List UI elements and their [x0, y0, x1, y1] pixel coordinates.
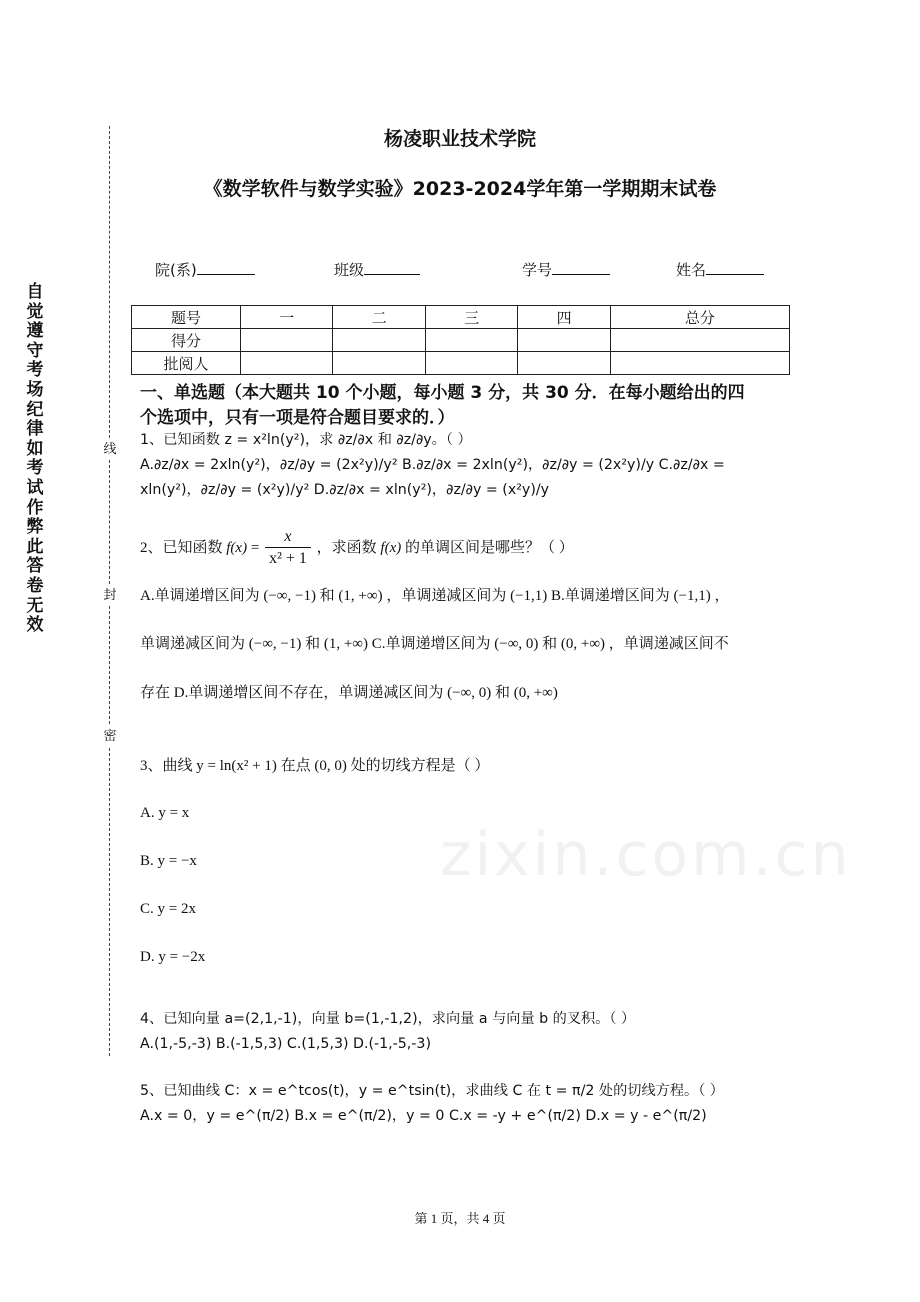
table-cell: 题号 — [132, 306, 241, 329]
score-cell[interactable] — [333, 329, 425, 352]
exam-title: 《数学软件与数学实验》2023-2024学年第一学期期末试卷 — [203, 178, 717, 200]
school-name: 杨凌职业技术学院 — [383, 128, 536, 150]
question-stem-suffix: 的单调区间是哪些？（ ） — [404, 539, 574, 556]
question-stem: 4、已知向量 a=(2,1,-1)，向量 b=(1,-1,2)，求向量 a 与向量 b 的叉积。（ ） — [140, 1011, 636, 1027]
question-options: A.x = 0，y = e^(π/2) B.x = e^(π/2)，y = 0 C.x = -y + e^(π/2) D.x = y - e^(π/2) — [140, 1108, 707, 1124]
name-field — [676, 259, 764, 280]
seal-mark-secret: 密 — [103, 729, 117, 744]
seal-dashed-line — [109, 460, 110, 584]
question-5 — [140, 1079, 800, 1129]
question-options: A.∂z/∂x = 2xln(y²)，∂z/∂y = (2x²y)/y² B.∂z/∂x = 2xln(y²)，∂z/∂y = (2x²y)/y C.∂z/∂x = — [140, 457, 725, 473]
question-options: A.(1,-5,-3) B.(-1,5,3) C.(1,5,3) D.(-1,-5,-3) — [140, 1036, 431, 1052]
department-blank[interactable] — [197, 260, 255, 275]
score-table — [131, 305, 790, 375]
page-footer: 第 1 页，共 4 页 — [414, 1211, 506, 1226]
table-row — [132, 306, 790, 329]
seal-dashed-line — [109, 748, 110, 1056]
question-options: xln(y²)，∂z/∂y = (x²y)/y² D.∂z/∂x = xln(y²)，∂z/∂y = (x²y)/y — [140, 482, 550, 498]
student-id-field — [522, 259, 610, 280]
seal-dashed-line — [109, 606, 110, 724]
section-heading — [140, 381, 790, 431]
score-cell[interactable] — [425, 329, 517, 352]
grader-cell[interactable] — [333, 352, 425, 375]
table-cell: 三 — [425, 306, 517, 329]
question-1 — [140, 428, 800, 503]
question-2-stem: 2、已知函数 f(x) = $\frac{x}{\text{x² + 1}}$ ，求函数 f(x) 的单调区间是哪些？（ ） — [140, 527, 800, 570]
table-cell: 总分 — [610, 306, 789, 329]
section-heading-line: 一、单选题（本大题共 10 个小题，每小题 3 分，共 30 分．在每小题给出的四 — [140, 383, 745, 403]
grader-cell[interactable] — [241, 352, 333, 375]
grader-cell[interactable] — [425, 352, 517, 375]
question-stem-mid: ，求函数 — [316, 539, 377, 556]
function-f: f(x) — [226, 539, 248, 556]
score-cell[interactable] — [610, 329, 789, 352]
class-field — [334, 259, 420, 280]
table-cell: 四 — [518, 306, 610, 329]
seal-mark-line: 线 — [103, 442, 117, 457]
student-id-label: 学号 — [522, 261, 553, 279]
seal-dashed-line — [109, 126, 110, 438]
score-cell[interactable] — [241, 329, 333, 352]
section-heading-line: 个选项中，只有一项是符合题目要求的．） — [140, 408, 455, 428]
question-stem: 1、已知函数 z = x²ln(y²)，求 ∂z/∂x 和 ∂z/∂y。（ ） — [140, 432, 472, 448]
option-d: D. y = −2x — [140, 949, 206, 965]
class-blank[interactable] — [364, 260, 420, 275]
grader-cell[interactable] — [518, 352, 610, 375]
grader-cell[interactable] — [610, 352, 789, 375]
table-cell: 批阅人 — [132, 352, 241, 375]
department-field — [155, 259, 255, 280]
fraction — [265, 527, 311, 570]
option-c: C. y = 2x — [140, 901, 196, 917]
score-cell[interactable] — [518, 329, 610, 352]
class-label: 班级 — [334, 261, 365, 279]
student-id-blank[interactable] — [552, 260, 610, 275]
question-options: A.单调递增区间为 (−∞, −1) 和 (1, +∞) ，单调递减区间为 (−1,1) B.单调递增区间为 (−1,1) ， — [140, 588, 730, 604]
seal-mark-seal: 封 — [103, 588, 117, 603]
fraction-denominator: x² + 1 — [269, 550, 307, 567]
option-a: A. y = x — [140, 805, 190, 821]
question-4 — [140, 1007, 800, 1057]
question-options: 单调递减区间为 (−∞, −1) 和 (1, +∞) C.单调递增区间为 (−∞, 0) 和 (0, +∞) ，单调递减区间不 — [140, 636, 729, 652]
name-blank[interactable] — [706, 260, 764, 275]
option-b: B. y = −x — [140, 853, 197, 869]
table-cell: 得分 — [132, 329, 241, 352]
table-cell: 二 — [333, 306, 425, 329]
question-stem: 5、已知曲线 C：x = e^tcos(t)，y = e^tsin(t)，求曲线 C 在 t = π/2 处的切线方程。（ ） — [140, 1083, 724, 1099]
table-row — [132, 352, 790, 375]
department-label: 院(系) — [155, 261, 197, 279]
watermark: zixin.com.cn — [440, 820, 852, 890]
table-row — [132, 329, 790, 352]
question-options: 存在 D.单调递增区间不存在，单调递减区间为 (−∞, 0) 和 (0, +∞) — [140, 685, 558, 701]
table-cell: 一 — [241, 306, 333, 329]
exam-discipline-notice: 自觉遵守考场纪律如考试作弊此答卷无效 — [26, 282, 44, 636]
question-stem-prefix: 2、已知函数 — [140, 539, 223, 556]
fraction-numerator: x — [265, 527, 311, 548]
question-3-stem: 3、曲线 y = ln(x² + 1) 在点 (0, 0) 处的切线方程是（ ） — [140, 758, 490, 774]
function-f: f(x) — [380, 539, 402, 556]
name-label: 姓名 — [676, 261, 707, 279]
